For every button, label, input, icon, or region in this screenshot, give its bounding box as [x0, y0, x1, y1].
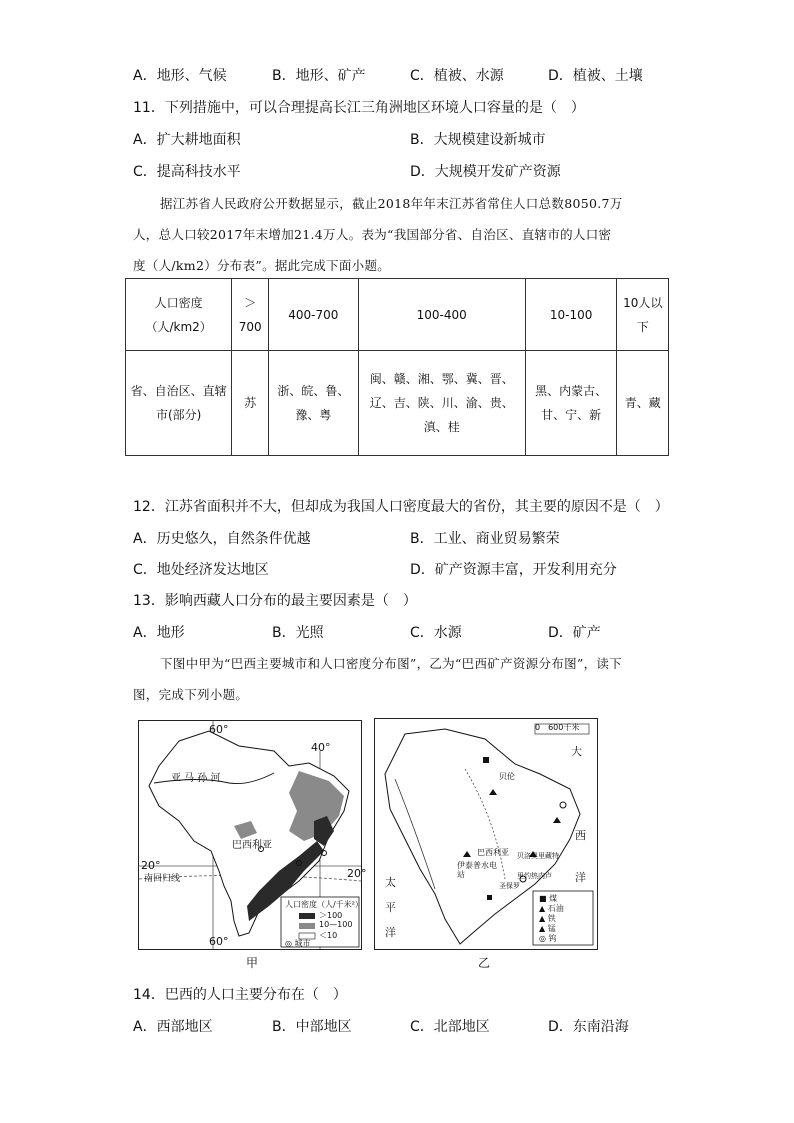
legend-coal: ■ 煤 — [539, 894, 558, 903]
amazon-label: 亚 马 孙 河 — [171, 773, 221, 784]
q12-option-a[interactable]: A．历史悠久，自然条件优越 — [133, 531, 311, 547]
scale-bar: 0 600千米 — [535, 723, 580, 732]
q12-stem: 12．江苏省面积并不大，但却成为我国人口密度最大的省份，其主要的原因不是（ ） — [133, 499, 669, 515]
belem-label: 贝伦 — [499, 772, 515, 781]
q12-option-c[interactable]: C．地处经济发达地区 — [133, 562, 269, 578]
q12-option-d[interactable]: D．矿产资源丰富，开发利用充分 — [410, 562, 617, 578]
legend-item-dense: ＞100 — [319, 911, 343, 920]
legend-iron: ▲ 铁 — [539, 914, 556, 923]
legend-oil: ▲ 石油 — [539, 904, 564, 913]
lon60-label: 60° — [209, 723, 229, 736]
q11-option-c[interactable]: C．提高科技水平 — [133, 164, 241, 180]
sao-paulo-label: 圣保罗 — [499, 882, 520, 890]
passage1-line3: 度（人/km2）分布表”。据此完成下面小题。 — [133, 258, 391, 273]
passage1-line2: 人，总人口较2017年末增加21.4万人。表为“我国部分省、自治区、直辖市的人口密 — [133, 227, 612, 242]
table-row-head: 省、自治区、直辖市(部分) — [126, 351, 232, 456]
q13-option-c[interactable]: C．水源 — [410, 625, 462, 641]
table-header-under10: 10人以下 — [617, 279, 669, 351]
passage2-line2: 图，完成下列小题。 — [133, 687, 249, 702]
brasilia-label: 巴西利亚 — [232, 840, 272, 851]
tropic-label: 南回归线 — [144, 874, 181, 884]
table-header-label: 人口密度（人/km2） — [126, 279, 232, 351]
q13-option-a[interactable]: A．地形 — [133, 625, 185, 641]
map-yi-drawing — [375, 719, 597, 949]
lon60b-label: 60° — [209, 935, 229, 948]
table-cell: 青、藏 — [617, 351, 669, 456]
table-header-10-100: 10-100 — [525, 279, 617, 351]
map-jia-caption: 甲 — [246, 956, 259, 970]
passage2-line1: 下图中甲为“巴西主要城市和人口密度分布图”，乙为“巴西矿产资源分布图”，读下 — [160, 656, 622, 671]
legend-item-sparse: ＜10 — [319, 931, 338, 940]
pacific-label-2: 平 — [385, 901, 396, 914]
q11-option-d[interactable]: D．大规模开发矿产资源 — [410, 164, 561, 180]
q11-option-a[interactable]: A．扩大耕地面积 — [133, 132, 241, 148]
q14-option-d[interactable]: D．东南沿海 — [548, 1019, 629, 1035]
table-cell: 浙、皖、鲁、豫、粤 — [269, 351, 358, 456]
table-header-100-400: 100-400 — [358, 279, 525, 351]
legend-title: 人口密度（人/千米²） — [285, 900, 363, 909]
lat20e-label: 20° — [347, 867, 367, 880]
table-header-400-700: 400-700 — [269, 279, 358, 351]
q13-stem: 13．影响西藏人口分布的最主要因素是（ ） — [133, 593, 417, 609]
ocean-label-2: 西 — [575, 829, 586, 842]
lat20w-label: 20° — [141, 859, 161, 872]
legend-item-medium: 10—100 — [319, 920, 353, 929]
q13-option-b[interactable]: B．光照 — [272, 625, 324, 641]
ocean-label-1: 大 — [571, 745, 582, 758]
table-cell: 闽、赣、湘、鄂、冀、晋、辽、吉、陕、川、渝、贵、滇、桂 — [358, 351, 525, 456]
q14-option-b[interactable]: B．中部地区 — [272, 1019, 352, 1035]
pacific-label-1: 太 — [385, 876, 396, 889]
rio-label: 里约热内卢 — [517, 872, 552, 880]
q11-stem: 11．下列措施中，可以合理提高长江三角洲地区环境人口容量的是（ ） — [133, 100, 585, 116]
q14-stem: 14．巴西的人口主要分布在（ ） — [133, 987, 347, 1003]
map-yi — [374, 718, 598, 950]
map-jia — [138, 720, 367, 950]
itaipu-label: 伊泰普水电站 — [457, 861, 497, 879]
q10-option-a[interactable]: A．地形、气候 — [133, 68, 227, 84]
q10-option-c[interactable]: C．植被、水源 — [410, 68, 504, 84]
q12-option-b[interactable]: B．工业、商业贸易繁荣 — [410, 531, 560, 547]
q14-option-c[interactable]: C．北部地区 — [410, 1019, 490, 1035]
map-yi-caption: 乙 — [478, 956, 491, 970]
legend-city: ◎ 城市 — [285, 939, 311, 948]
q13-option-d[interactable]: D．矿产 — [548, 625, 601, 641]
belo-horizonte-label: 贝洛奥里藏特 — [517, 852, 559, 860]
brasilia-label: 巴西利亚 — [477, 848, 509, 857]
q11-option-b[interactable]: B．大规模建设新城市 — [410, 132, 546, 148]
table-cell: 黑、内蒙古、甘、宁、新 — [525, 351, 617, 456]
table-cell: 苏 — [232, 351, 269, 456]
table-header-700: ＞700 — [232, 279, 269, 351]
q10-option-b[interactable]: B．地形、矿产 — [272, 68, 366, 84]
pacific-label-3: 洋 — [385, 926, 396, 939]
q14-option-a[interactable]: A．西部地区 — [133, 1019, 213, 1035]
ocean-label-3: 洋 — [575, 871, 586, 884]
q10-option-d[interactable]: D．植被、土壤 — [548, 68, 643, 84]
lon40-label: 40° — [311, 741, 331, 754]
passage1-line1: 据江苏省人民政府公开数据显示，截止2018年年末江苏省常住人口总数8050.7万 — [160, 196, 623, 211]
legend-manganese: ▲ 锰 — [539, 924, 556, 933]
legend-tungsten: ◎ 钨 — [539, 934, 557, 943]
population-density-table — [125, 278, 669, 456]
